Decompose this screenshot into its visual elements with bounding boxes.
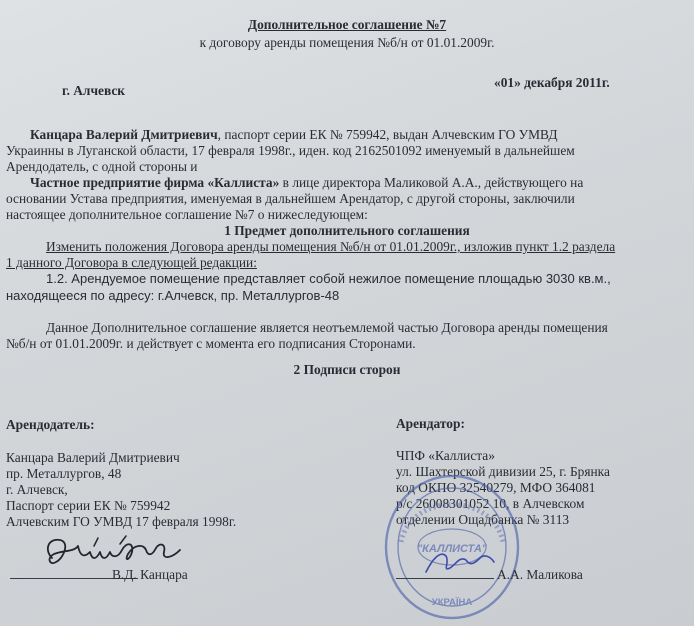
stamp-bottom-text: УКРАЇНА — [431, 597, 473, 608]
tenant-heading: Арендатор: — [396, 416, 465, 431]
party2-name: Частное предприятие фирма «Каллиста» — [30, 175, 280, 190]
change-line2: 1 данного Договора в следующей редакции: — [6, 255, 257, 270]
party1-name: Канцара Валерий Дмитриевич — [30, 127, 218, 142]
landlord-line: Паспорт серии ЕК № 759942 — [6, 498, 171, 513]
section2-title: 2 Подписи сторон — [293, 362, 401, 377]
tenant-line: код ОКПО 32540279, МФО 364081 — [396, 480, 596, 495]
party1-line1 — [30, 127, 558, 143]
clause-line2: находящееся по адресу: г.Алчевск, пр. Металлургов-48 — [6, 288, 340, 303]
landlord-heading: Арендодатель: — [6, 417, 95, 432]
tenant-line: отделении Ощадбанка № 3113 — [396, 512, 570, 527]
party1-line2: Украинны в Луганской области, 17 февраля 1998г., иден. код 2162501092 именуемый в дальнейшем — [6, 143, 575, 158]
note-line2: №б/н от 01.01.2009г. и действует с момента его подписания Сторонами. — [6, 336, 416, 351]
party1-line1-rest: , паспорт серии ЕК № 759942, выдан Алчевским ГО УМВД — [217, 127, 558, 142]
landlord-line: Алчевским ГО УМВД 17 февраля 1998г. — [6, 514, 237, 529]
agreement-date: «01» декабря 2011г. — [494, 75, 610, 90]
landlord-line: пр. Металлургов, 48 — [6, 466, 122, 481]
change-line1: Изменить положения Договора аренды помещения №б/н от 01.01.2009г., изложив пункт 1.2 раздела — [46, 239, 616, 254]
stamp-center-text: "КАЛЛИСТА" — [416, 543, 488, 555]
document-subtitle: к договору аренды помещения №б/н от 01.01.2009г. — [199, 35, 495, 50]
party2-line1 — [30, 175, 583, 191]
tenant-signature — [420, 542, 500, 582]
tenant-line: р/с 26008301052 10, в Алчевском — [396, 496, 585, 511]
clause-line1: 1.2. Арендуемое помещение представляет собой нежилое помещение площадью 3030 кв.м., — [46, 271, 611, 286]
document-title: Дополнительное соглашение №7 — [247, 17, 447, 32]
section1-title: 1 Предмет дополнительного соглашения — [224, 223, 470, 238]
tenant-line: ул. Шахтерской дивизии 25, г. Брянка — [396, 464, 610, 479]
landlord-line: Канцара Валерий Дмитриевич — [6, 450, 180, 465]
party2-line1-rest: в лице директора Маликовой А.А., действующего на — [279, 175, 584, 190]
tenant-line: ЧПФ «Каллиста» — [396, 448, 495, 463]
party1-line3: Арендодатель, с одной стороны и — [6, 159, 198, 174]
note-line1: Данное Дополнительное соглашение является неотъемлемой частью Договора аренды помещения — [46, 320, 608, 335]
landlord-line: г. Алчевск, — [6, 482, 68, 497]
tenant-signature-name: А.А. Маликова — [497, 567, 583, 582]
landlord-signature-name: В.Д. Канцара — [112, 567, 188, 582]
city: г. Алчевск — [62, 83, 125, 98]
party2-line3: настоящее дополнительное соглашение №7 о нижеследующем: — [6, 207, 368, 222]
party2-line2: основании Устава предприятия, именуемая в дальнейшем Арендатор, с другой стороны, заключили — [6, 191, 575, 206]
tenant-signature-line — [396, 578, 494, 579]
